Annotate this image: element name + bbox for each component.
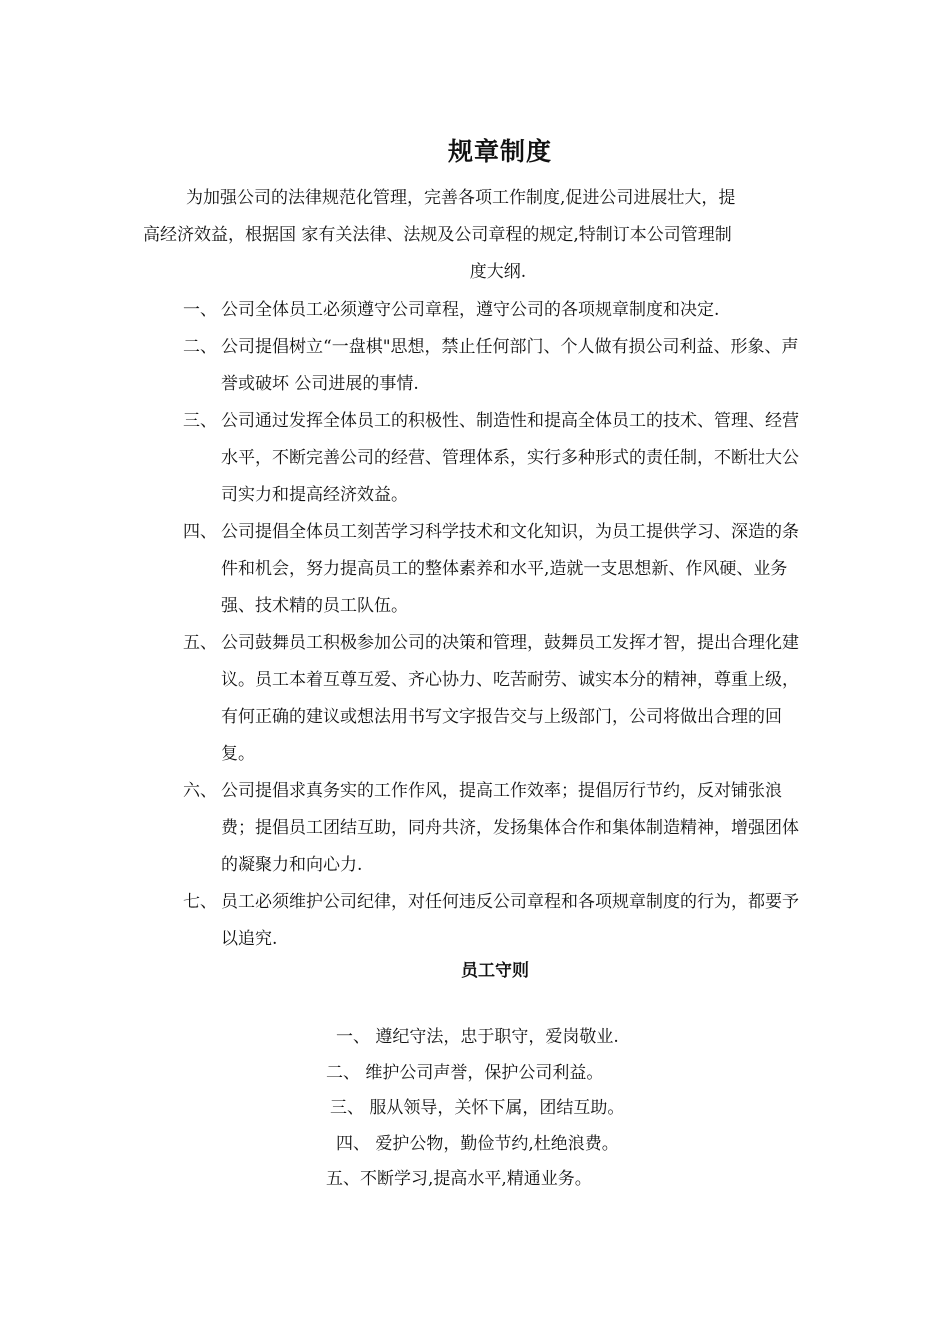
rule-text: 公司通过发挥全体员工的积极性、制造性和提高全体员工的技术、管理、经营水平，不断完善公司的经营、管理体系，实行多种形式的责任制，不断壮大公司实力和提高经济效益。	[221, 411, 799, 505]
intro-line-3: 度大纲.	[469, 262, 527, 282]
rule-number: 一、	[183, 300, 217, 320]
rule-text: 公司提倡全体员工刻苦学习科学技术和文化知识，为员工提供学习、深造的条件和机会，努力提高员工的整体素养和水平,造就一支思想新、作风硬、业务强、技术精的员工队伍。	[221, 522, 799, 616]
code-item-3	[0, 1091, 950, 1127]
code-item-text: 二、 维护公司声誉，保护公司利益。	[326, 1062, 604, 1083]
rule-item-7	[183, 884, 813, 958]
code-of-conduct-list	[0, 1020, 950, 1198]
rule-number: 三、	[183, 411, 217, 431]
code-item-text: 一、 遵纪守法，忠于职守，爱岗敬业.	[336, 1027, 619, 1047]
rule-number: 七、	[183, 892, 217, 912]
rule-item-4	[183, 514, 813, 625]
rule-number: 四、	[183, 522, 217, 542]
rule-item-5	[183, 625, 813, 773]
rule-item-3	[183, 403, 813, 514]
code-item-5	[0, 1162, 950, 1198]
rule-number: 五、	[183, 633, 217, 653]
code-item-text: 四、 爱护公物，勤俭节约,杜绝浪费。	[336, 1133, 619, 1154]
rule-number: 六、	[183, 781, 217, 801]
code-item-1	[0, 1020, 950, 1056]
intro-line-2: 高经济效益，根据国 家有关法律、法规及公司章程的规定,特制订本公司管理制	[143, 225, 732, 245]
code-item-4	[0, 1127, 950, 1163]
rule-text: 公司全体员工必须遵守公司章程，遵守公司的各项规章制度和决定.	[221, 300, 720, 320]
rules-list	[183, 292, 813, 958]
intro-paragraph	[143, 180, 813, 291]
code-item-2	[0, 1056, 950, 1092]
rule-text: 公司提倡求真务实的工作作风，提高工作效率；提倡厉行节约，反对铺张浪费；提倡员工团结互助，同舟共济，发扬集体合作和集体制造精神，增强团体的凝聚力和向心力.	[221, 781, 799, 875]
rule-number: 二、	[183, 337, 217, 357]
code-item-text: 三、 服从领导，关怀下属，团结互助。	[330, 1098, 625, 1118]
code-of-conduct-title: 员工守则	[461, 961, 529, 981]
code-item-text: 五、不断学习,提高水平,精通业务。	[326, 1169, 592, 1189]
rule-text: 公司提倡树立“一盘棋"思想，禁止任何部门、个人做有损公司利益、形象、声誉或破坏 公司进展的事情.	[221, 337, 799, 394]
rule-item-6	[183, 773, 813, 884]
intro-line-1: 为加强公司的法律规范化管理，完善各项工作制度,促进公司进展壮大，提	[186, 188, 736, 208]
rule-item-2	[183, 329, 813, 403]
rule-item-1	[183, 292, 813, 329]
rule-text: 公司鼓舞员工积极参加公司的决策和管理，鼓舞员工发挥才智，提出合理化建议。员工本着互尊互爱、齐心协力、吃苦耐劳、诚实本分的精神，尊重上级，有何正确的建议或想法用书写文字报告交与上级部门，公司将做出合理的回复。	[221, 633, 799, 764]
page-title: 规章制度	[447, 137, 552, 166]
rule-text: 员工必须维护公司纪律，对任何违反公司章程和各项规章制度的行为，都要予以追究.	[221, 892, 799, 949]
